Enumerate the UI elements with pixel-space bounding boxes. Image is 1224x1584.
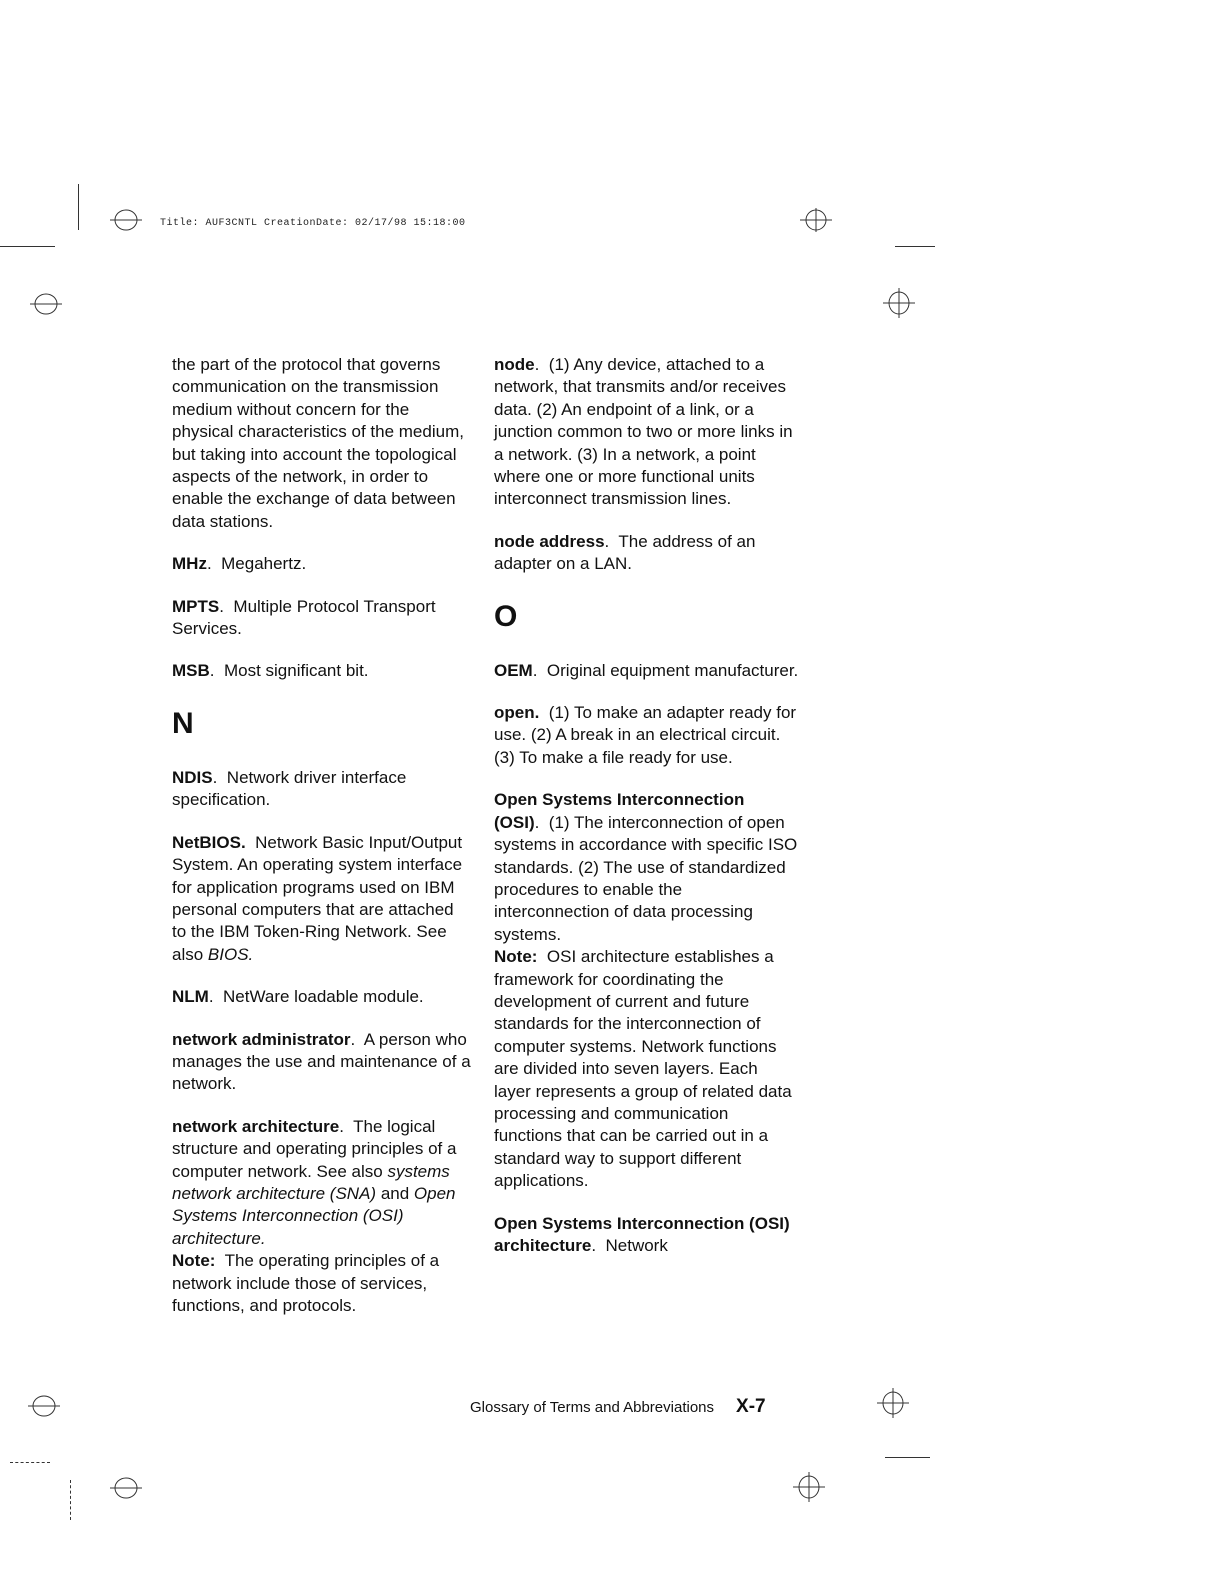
entry-term: OEM: [494, 660, 533, 680]
entry-definition: Megahertz.: [221, 554, 307, 574]
entry-definition: Most significant bit.: [223, 661, 369, 681]
entry-conjunction: and: [380, 1183, 410, 1203]
glossary-entry: NDIS. Network driver interface specification.: [172, 767, 407, 810]
entry-term: MPTS: [172, 596, 220, 616]
crop-line: [895, 246, 935, 247]
note-text: The operating principles of a network include those of services, functions, and protocols.: [172, 1251, 440, 1315]
entry-see-also: systems network architecture (SNA): [172, 1161, 450, 1203]
entry-definition: NetWare loadable module.: [223, 987, 424, 1007]
glossary-entry: MHz. Megahertz.: [172, 554, 307, 574]
entry-term: Open Systems Interconnection (OSI): [494, 790, 745, 832]
entry-definition: Original equipment manufacturer.: [546, 660, 799, 680]
registration-mark-icon: [790, 1470, 828, 1504]
glossary-entry: Open Systems Interconnection (OSI) architecture. Network: [494, 1213, 790, 1255]
entry-definition: A person who manages the use and maintenance of a network.: [172, 1029, 471, 1094]
registration-mark-icon: [108, 206, 144, 234]
entry-term: NLM: [172, 987, 209, 1007]
section-letter: N: [172, 706, 194, 740]
glossary-entry: OEM. Original equipment manufacturer.: [494, 660, 799, 680]
entry-definition: (1) Any device, attached to a network, that transmits and/or receives data. (2) An endpoint of a link, or a junction common to two or more links in a network. (3) In a network, a point where one or more functional units interconnect transmission lines.: [494, 355, 793, 509]
entry-term: node address: [494, 531, 605, 551]
registration-mark-icon: [26, 1392, 62, 1420]
registration-mark-icon: [874, 1386, 912, 1420]
left-column: [172, 354, 472, 1337]
entry-term: MSB: [172, 661, 210, 681]
glossary-entry: NLM. NetWare loadable module.: [172, 987, 424, 1007]
crop-line: [70, 1480, 71, 1520]
glossary-entry: node. (1) Any device, attached to a network, that transmits and/or receives data. (2) An endpoint of a link, or a junction common to two or more links in a network. (3) In a network, a point where one or more functional units interconnect transmission lines.: [494, 355, 793, 509]
note-label: Note:: [494, 947, 538, 967]
entry-continuation: the part of the protocol that governs communication on the transmission medium without concern for the physical characteristics of the medium, but taking into account the topological aspects of the network, in order to enable the exchange of data between data stations.: [172, 355, 464, 531]
entry-definition: (1) The interconnection of open systems in accordance with specific ISO standards. (2) The use of standardized procedures to enable the interconnection of data processing systems.: [494, 812, 798, 944]
entry-term: NetBIOS.: [172, 832, 246, 852]
entry-definition: (1) To make an adapter ready for use. (2) A break in an electrical circuit. (3) To make a file ready for use.: [494, 703, 797, 767]
note-text: OSI architecture establishes a framework for coordinating the development of current and future standards for the interconnection of computer systems. Network functions are divided into seven layers. Each layer represents a group of related data processing and communication functions that can be carried out in a standard way to support different applications.: [494, 947, 792, 1191]
note-label: Note:: [172, 1251, 216, 1271]
entry-definition: The logical structure and operating principles of a computer network. See also: [172, 1116, 457, 1181]
crop-line: [885, 1457, 930, 1458]
entry-see-also: BIOS.: [207, 944, 254, 964]
entry-term: open.: [494, 703, 540, 723]
page-number: X-7: [736, 1396, 766, 1417]
entry-definition: Multiple Protocol Transport Services.: [172, 596, 436, 639]
glossary-entry: Open Systems Interconnection (OSI). (1) The interconnection of open systems in accordance with specific ISO standards. (2) The use of standardized procedures to enable the interconnection of data processing systems. Note: OSI architecture establishes a framework for coordinating the development of current and future standards for the interconnection of computer systems. Network functions are divided into seven layers. Each layer represents a group of related data processing and communication functions that can be carried out in a standard way to support different applications.: [494, 790, 798, 1191]
glossary-entry: [172, 832, 472, 966]
crop-line: [0, 246, 55, 247]
entry-term: network architecture: [172, 1116, 340, 1136]
glossary-entry: [494, 702, 799, 769]
glossary-entry: [172, 354, 472, 533]
registration-mark-icon: [880, 286, 918, 320]
entry-definition: The address of an adapter on a LAN.: [494, 531, 756, 574]
footer-section-title: Glossary of Terms and Abbreviations: [470, 1399, 715, 1416]
entry-definition: Network Basic Input/Output System. An operating system interface for application programs used on IBM personal computers that are attached to the IBM Token-Ring Network. See also: [172, 832, 463, 964]
page-footer: [470, 1396, 766, 1418]
registration-mark-icon: [798, 204, 834, 236]
entry-term: MHz: [172, 554, 207, 574]
glossary-entry: network architecture. The logical structure and operating principles of a computer network. See also systems network architecture (SNA) and Open Systems Interconnection (OSI) architecture. Note: The operating principles of a network include those of services, functions, and protocols.: [172, 1116, 457, 1315]
entry-term: node: [494, 355, 535, 374]
entry-definition: Network: [605, 1236, 668, 1255]
entry-term: Open Systems Interconnection (OSI) architecture: [494, 1213, 790, 1255]
crop-line: [78, 184, 79, 230]
glossary-entry: MPTS. Multiple Protocol Transport Services.: [172, 596, 436, 639]
registration-mark-icon: [108, 1474, 144, 1502]
print-header: Title: AUF3CNTL CreationDate: 02/17/98 15:18:00: [160, 218, 466, 229]
right-column: [494, 354, 799, 1277]
entry-term: NDIS: [172, 767, 213, 787]
registration-mark-icon: [28, 290, 64, 318]
entry-term: network administrator: [172, 1029, 351, 1049]
crop-line: [10, 1462, 50, 1463]
section-letter: O: [494, 599, 518, 633]
entry-definition: Network driver interface specification.: [172, 767, 407, 810]
glossary-entry: MSB. Most significant bit.: [172, 661, 369, 681]
entry-see-also: Open Systems Interconnection (OSI) architecture.: [172, 1183, 456, 1248]
glossary-entry: node address. The address of an adapter on a LAN.: [494, 531, 756, 574]
glossary-entry: network administrator. A person who manages the use and maintenance of a network.: [172, 1029, 471, 1094]
